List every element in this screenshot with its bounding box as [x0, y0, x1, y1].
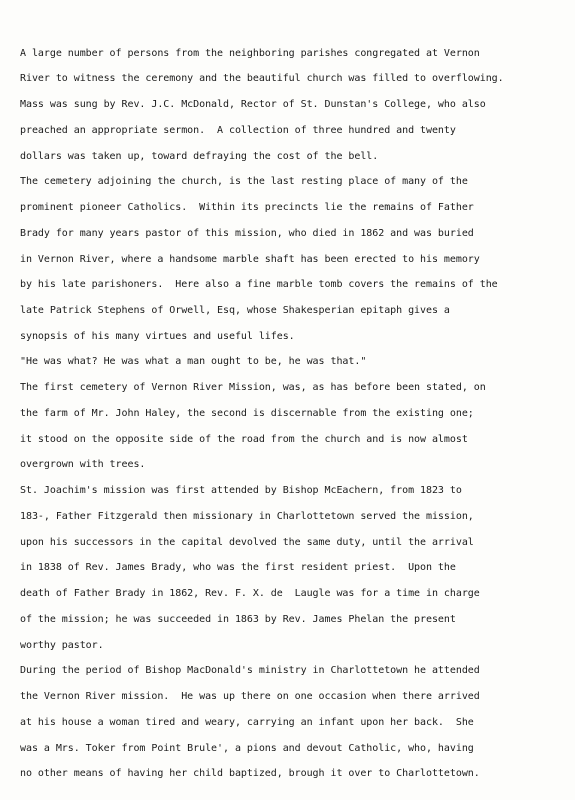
text-line: Brady for many years pastor of this mission, who died in 1862 and was buried: [20, 228, 474, 239]
text-line: late Patrick Stephens of Orwell, Esq, whose Shakesperian epitaph gives a: [20, 305, 450, 316]
text-line: upon his successors in the capital devolved the same duty, until the arrival: [20, 537, 474, 548]
text-line: worthy pastor.: [20, 640, 104, 651]
text-line: by his late parishoners. Here also a fine marble tomb covers the remains of the: [20, 279, 498, 290]
text-line: dollars was taken up, toward defraying the cost of the bell.: [20, 151, 379, 162]
text-line: "He was what? He was what a man ought to be, he was that.": [20, 356, 367, 367]
text-line: death of Father Brady in 1862, Rev. F. X. de Laugle was for a time in charge: [20, 588, 480, 599]
text-line: The cemetery adjoining the church, is the last resting place of many of the: [20, 176, 468, 187]
text-line: overgrown with trees.: [20, 459, 146, 470]
text-line: A large number of persons from the neighboring parishes congregated at Vernon: [20, 48, 480, 59]
text-line: the Vernon River mission. He was up there on one occasion when there arrived: [20, 691, 480, 702]
text-line: no other means of having her child baptized, brough it over to Charlottetown.: [20, 768, 480, 779]
text-line: preached an appropriate sermon. A collection of three hundred and twenty: [20, 125, 456, 136]
text-line: River to witness the ceremony and the beautiful church was filled to overflowing.: [20, 73, 504, 84]
text-line: in Vernon River, where a handsome marble shaft has been erected to his memory: [20, 254, 480, 265]
text-line: in 1838 of Rev. James Brady, who was the first resident priest. Upon the: [20, 562, 456, 573]
text-line: 183-, Father Fitzgerald then missionary in Charlottetown served the mission,: [20, 511, 474, 522]
text-line: of the mission; he was succeeded in 1863 by Rev. James Phelan the present: [20, 614, 456, 625]
text-line: the farm of Mr. John Haley, the second is discernable from the existing one;: [20, 408, 474, 419]
text-line: it stood on the opposite side of the road from the church and is now almost: [20, 434, 468, 445]
text-line: prominent pioneer Catholics. Within its precincts lie the remains of Father: [20, 202, 474, 213]
text-line: synopsis of his many virtues and useful lifes.: [20, 331, 295, 342]
text-line: at his house a woman tired and weary, carrying an infant upon her back. She: [20, 717, 474, 728]
text-line: St. Joachim's mission was first attended by Bishop McEachern, from 1823 to: [20, 485, 462, 496]
text-line: Mass was sung by Rev. J.C. McDonald, Rector of St. Dunstan's College, who also: [20, 99, 486, 110]
text-line: was a Mrs. Toker from Point Brule', a pions and devout Catholic, who, having: [20, 743, 474, 754]
text-line: During the period of Bishop MacDonald's ministry in Charlottetown he attended: [20, 665, 480, 676]
text-line: The first cemetery of Vernon River Mission, was, as has before been stated, on: [20, 382, 486, 393]
